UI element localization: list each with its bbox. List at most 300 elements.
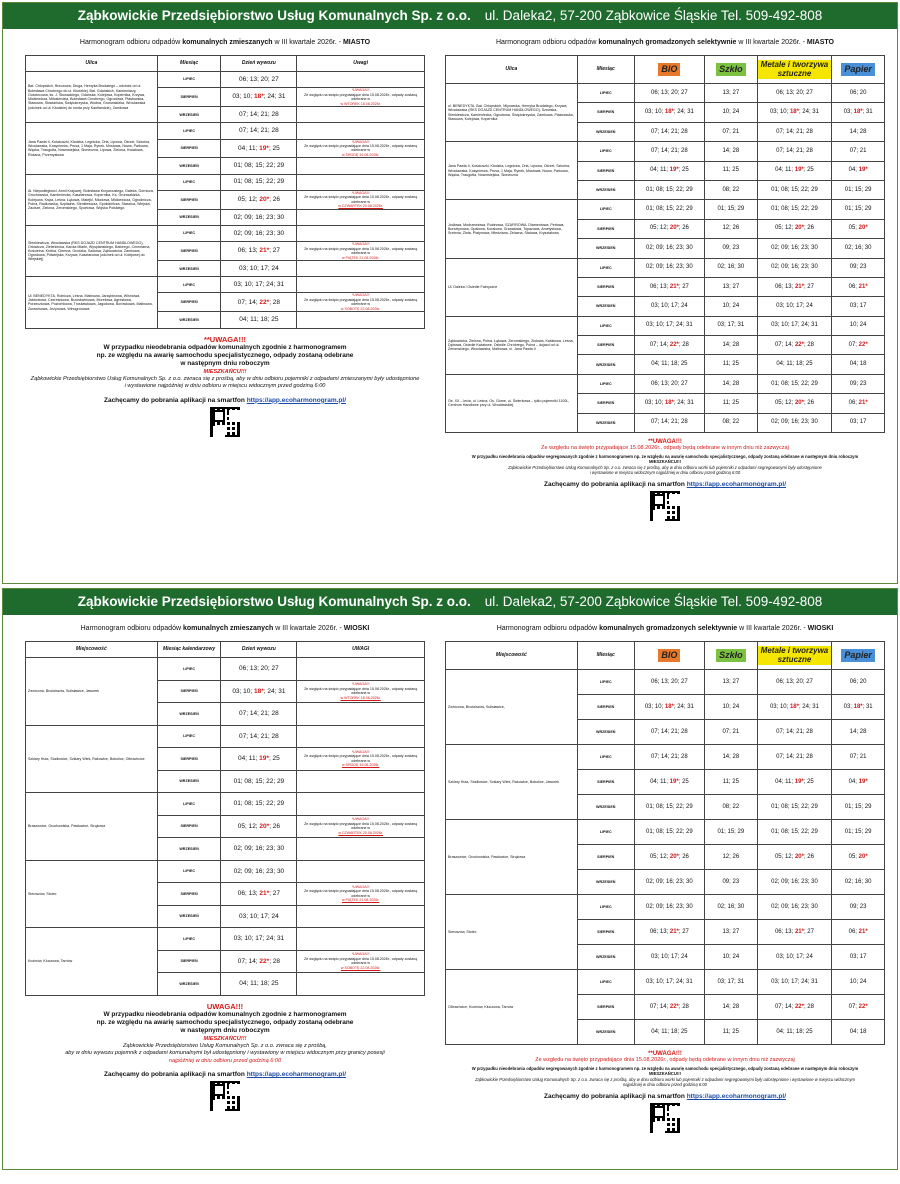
note-cell bbox=[297, 209, 425, 225]
pickup-days: 03; 10; 18*; 24; 31 bbox=[634, 103, 704, 122]
holiday-day: 18* bbox=[789, 109, 799, 116]
street-list: Jodłowa, Modrzewiowa, Rubinowa, SZAFIROWA, Diamentowa, Perłowa, Bursztynowa, Opalowa, Koralowa, Granatowa, Topazowa, Ametystowa, Srebrna, Złota, Platynowa, Miedziana, Żelazna, Stalowa, Kryształowa bbox=[446, 200, 578, 258]
schedule-table bbox=[25, 55, 425, 329]
sheet-selective-villages bbox=[445, 617, 885, 1133]
column-header bbox=[446, 642, 578, 670]
pickup-days: 05; 20* bbox=[832, 845, 885, 870]
street-list: Braszowice, Grochowiska, Pawłowice, Strąkowa bbox=[446, 820, 578, 895]
pickup-days: 01; 08; 15; 22; 29 bbox=[221, 174, 297, 190]
pickup-days: 09; 23 bbox=[704, 870, 757, 895]
pickup-days: 03; 10; 18*; 24; 31 bbox=[221, 88, 297, 107]
pickup-days: 14; 28 bbox=[832, 720, 885, 745]
table-row bbox=[26, 725, 425, 748]
table-row bbox=[26, 793, 425, 816]
holiday-day: 22* bbox=[794, 341, 804, 348]
pickup-days: 02; 16; 30 bbox=[832, 870, 885, 895]
pickup-days: 07; 14; 21; 28 bbox=[221, 123, 297, 139]
title-area: WIOSKI bbox=[807, 625, 834, 632]
month-label: LIPIEC bbox=[577, 84, 634, 103]
month-label: LIPIEC bbox=[577, 258, 634, 277]
pickup-days: 05; 20* bbox=[832, 219, 885, 238]
footer-line: najpóźniej w dniu odbioru przed godziną 6:00 bbox=[168, 1057, 282, 1064]
pickup-days: 03; 10; 18*; 24; 31 bbox=[634, 394, 704, 413]
note-cell bbox=[297, 748, 425, 771]
pickup-days: 06; 21* bbox=[832, 920, 885, 945]
table-header-row bbox=[446, 642, 885, 670]
pickup-days: 01; 08; 15; 22; 29 bbox=[757, 200, 832, 219]
holiday-day: 21* bbox=[669, 928, 679, 935]
street-list: Sienkiewicza, Wrocławska (RKS DOJAZD CENTRUM HANDLOWEGO), Orłowicza, Zieleniecka, Karola Miarki, Wyspiańskiego, Batorego, Cmentarna, Kościelna, Krótka, Ciemna, Grodzka, Sadowa, Ząbkowicka, Zamkowa, Ogrodowa, Półwiejska, Krzywa, Kasztanowa (odcinek od ul. Kolejowej do Wiejskiej) bbox=[26, 225, 158, 276]
title-bold: komunalnych gromadzonych selektywnie bbox=[598, 39, 737, 46]
title-bold: komunalnych zmieszanych bbox=[182, 39, 273, 46]
table-row bbox=[446, 142, 885, 161]
pickup-days: 11; 25 bbox=[704, 770, 757, 795]
pickup-days: 07; 21 bbox=[704, 720, 757, 745]
pickup-days: 12; 26 bbox=[704, 219, 757, 238]
table-header-row bbox=[26, 642, 425, 658]
app-promo-text: Zachęcamy do pobrania aplikacji na smartfon bbox=[103, 396, 245, 404]
holiday-day: 19* bbox=[794, 167, 804, 174]
pickup-days: 13; 27 bbox=[704, 670, 757, 695]
pickup-days: 10; 24 bbox=[832, 970, 885, 995]
month-label: WRZESIEŃ bbox=[157, 107, 221, 123]
column-header: Uwagi bbox=[297, 56, 425, 72]
month-label: WRZESIEŃ bbox=[157, 703, 221, 726]
qr-code-icon bbox=[210, 407, 240, 437]
note-cell bbox=[297, 928, 425, 951]
holiday-day: 20* bbox=[794, 400, 804, 406]
schedule-footer bbox=[445, 439, 885, 521]
month-label: SIERPIEŃ bbox=[577, 277, 634, 296]
fraction-label: BIO bbox=[658, 649, 680, 661]
pickup-days: 01; 08; 15; 22; 29 bbox=[634, 180, 704, 199]
table-row bbox=[26, 72, 425, 88]
holiday-day: 18* bbox=[853, 703, 863, 710]
fraction-label: Papier bbox=[841, 649, 875, 661]
column-label: Miesiąc bbox=[596, 65, 615, 72]
street-list: Ul. Daleka i Osiedle Fabryczne bbox=[446, 258, 578, 316]
title-bold: komunalnych zmieszanych bbox=[182, 625, 274, 632]
pickup-days: 01; 08; 15; 22; 29 bbox=[634, 795, 704, 820]
month-label: SIERPIEŃ bbox=[157, 88, 221, 107]
footer-line: np. ze względu na awarię samochodu specjalistycznego, odpady zostaną odebrane bbox=[96, 352, 354, 359]
note-cell bbox=[297, 261, 425, 277]
title-pre: Harmonogram odbioru odpadów bbox=[496, 625, 598, 632]
month-label: WRZESIEŃ bbox=[157, 209, 221, 225]
pickup-days: 04; 19* bbox=[832, 770, 885, 795]
pickup-days: 05; 12; 20*; 26 bbox=[757, 219, 832, 238]
street-list: Ul. BENEDYKTA, Rolnicza, Leśna, Malinowa, Jarzębinowa, Wiśniowa, Jabłoniowa, Czereśniowa, Brzoskwiniowa, Morelowa, Agrestowa, Porzeczkowa, Poziomkowa, Truskawkowa, Jagodowa, Borówkowa, Malinowa, Żurawinowa, Jeżynowa, Winogronowa bbox=[26, 277, 158, 328]
pickup-days: 06; 13; 20; 27 bbox=[634, 84, 704, 103]
pickup-days: 13; 27 bbox=[704, 84, 757, 103]
pickup-days: 04; 18 bbox=[832, 1020, 885, 1045]
pickup-days: 03; 10; 17; 24 bbox=[221, 261, 297, 277]
app-promo-text: Zachęcamy do pobrania aplikacji na smartfon bbox=[543, 1093, 685, 1100]
holiday-day: 18* bbox=[664, 703, 674, 710]
footer-warning: **UWAGA!!! bbox=[648, 439, 682, 446]
holiday-day: 22* bbox=[669, 1003, 679, 1010]
pickup-days: 01; 08; 15; 22; 29 bbox=[757, 180, 832, 199]
pickup-days: 09; 23 bbox=[832, 258, 885, 277]
note-day: w ŚRODĘ 19.08.2026r. bbox=[341, 152, 380, 157]
schedule-table bbox=[25, 641, 425, 996]
month-label: WRZESIEŃ bbox=[577, 122, 634, 141]
street-list: Olbrachcice, Kozinów, Kluczowa, Tarnów bbox=[446, 970, 578, 1045]
note-title: *UWAGA!!! bbox=[351, 293, 370, 298]
note-cell bbox=[297, 139, 425, 158]
street-list: Kozinów, Kluczowa, Tarnów bbox=[26, 928, 158, 996]
table-row bbox=[446, 895, 885, 920]
pickup-days: 06; 21* bbox=[832, 277, 885, 296]
pickup-days: 13; 27 bbox=[704, 920, 757, 945]
sheet-mixed-city bbox=[25, 31, 425, 437]
month-label: SIERPIEŃ bbox=[577, 336, 634, 355]
pickup-days: 09; 23 bbox=[832, 895, 885, 920]
column-header: Miesiąc kalendarzowy bbox=[157, 642, 221, 658]
month-label: SIERPIEŃ bbox=[157, 950, 221, 973]
pickup-days: 10; 24 bbox=[704, 297, 757, 316]
pickup-days: 02; 09; 16; 23; 30 bbox=[634, 258, 704, 277]
holiday-day: 20* bbox=[259, 196, 270, 204]
street-list: Os. XX – lecia, ul. Leśna, Os. Górne, ul. Świerkowa – tylko pojemniki 1100L, Centrum Handlowe przy ul. Wrocławskiej bbox=[446, 374, 578, 432]
note-cell bbox=[297, 242, 425, 261]
table-row bbox=[26, 277, 425, 293]
holiday-day: 18* bbox=[664, 109, 674, 116]
holiday-day: 21* bbox=[794, 928, 804, 935]
pickup-days: 14; 28 bbox=[704, 142, 757, 161]
pickup-days: 07; 14; 21; 28 bbox=[221, 107, 297, 123]
month-label: SIERPIEŃ bbox=[577, 920, 634, 945]
note-title: *UWAGA!!! bbox=[351, 682, 370, 687]
title-area: MIASTO bbox=[342, 39, 371, 46]
pickup-days: 06; 13; 21*; 27 bbox=[221, 242, 297, 261]
sheet-mixed-villages bbox=[25, 617, 425, 1111]
pickup-days: 06; 13; 21*; 27 bbox=[634, 920, 704, 945]
month-label: LIPIEC bbox=[157, 793, 221, 816]
month-label: LIPIEC bbox=[157, 658, 221, 681]
note-title: *UWAGA!!! bbox=[351, 88, 370, 93]
pickup-days: 06; 13; 21*; 27 bbox=[221, 883, 297, 906]
month-label: LIPIEC bbox=[577, 820, 634, 845]
street-list: ul. BENEDYKTA, Bat. Chłopskich, Młynarska, Henryka Brodatego, Krzywa, Wrocławska (RKS DOJAZD CENTRUM HANDLOWEGO), Szewska, Sienkiewicza, Kamieniecka, Ogrodowa, Świętokrzyska, Zamkowa, Piastowska, Stawowa, Kolejowa, Kopernika bbox=[446, 84, 578, 142]
month-label: LIPIEC bbox=[577, 200, 634, 219]
column-header bbox=[577, 642, 634, 670]
month-label: LIPIEC bbox=[577, 374, 634, 393]
month-label: LIPIEC bbox=[577, 316, 634, 335]
pickup-days: 11; 25 bbox=[704, 394, 757, 413]
footer-residents: MIESZKAŃCU!!! bbox=[648, 1071, 682, 1077]
month-label: SIERPIEŃ bbox=[157, 680, 221, 703]
pickup-days: 01; 08; 15; 22; 29 bbox=[221, 793, 297, 816]
footer-warning: **UWAGA!!! bbox=[648, 1051, 682, 1057]
app-link[interactable]: https://app.ecoharmonogram.pl/ bbox=[686, 481, 786, 489]
pickup-days: 06; 13; 20; 27 bbox=[757, 84, 832, 103]
note-title: *UWAGA!!! bbox=[351, 139, 370, 144]
pickup-days: 06; 13; 21*; 27 bbox=[757, 277, 832, 296]
month-label: LIPIEC bbox=[577, 670, 634, 695]
month-label: LIPIEC bbox=[157, 225, 221, 241]
note-body: Ze względu na święto przypadające dnia 15.08.2026r., odpady zostaną odebrane w bbox=[304, 195, 418, 204]
note-cell bbox=[297, 770, 425, 793]
note-body: Ze względu na święto przypadające dnia 15.08.2026r., odpady zostaną odebrane w bbox=[304, 92, 418, 102]
month-label: LIPIEC bbox=[157, 123, 221, 139]
pickup-days: 07; 22* bbox=[832, 995, 885, 1020]
pickup-days: 07; 21 bbox=[704, 122, 757, 141]
pickup-days: 07; 14; 22*; 28 bbox=[634, 336, 704, 355]
pickup-days: 07; 14; 22*; 28 bbox=[221, 293, 297, 312]
month-label: WRZESIEŃ bbox=[577, 1020, 634, 1045]
holiday-day: 22* bbox=[669, 341, 679, 348]
pickup-days: 11; 25 bbox=[704, 1020, 757, 1045]
month-label: SIERPIEŃ bbox=[157, 139, 221, 158]
pickup-days: 04; 11; 19*; 25 bbox=[757, 161, 832, 180]
sheet-selective-city bbox=[445, 31, 885, 521]
table-row bbox=[26, 860, 425, 883]
month-label: LIPIEC bbox=[577, 970, 634, 995]
footer-line: W przypadku nieodebrania odpadów komunalnych zgodnie z harmonogramem bbox=[103, 1010, 347, 1018]
holiday-day: 19* bbox=[858, 778, 868, 785]
footer-line: i wystawione najpóźniej w dniu odbioru w miejscu widocznym przed godziną 6:00 bbox=[124, 383, 326, 390]
month-label: WRZESIEŃ bbox=[157, 905, 221, 928]
holiday-day: 18* bbox=[254, 93, 264, 101]
note-cell bbox=[297, 158, 425, 174]
month-label: LIPIEC bbox=[157, 277, 221, 293]
holiday-day: 19* bbox=[794, 778, 804, 785]
column-header bbox=[446, 56, 578, 84]
column-header: Dzień wywozu bbox=[221, 642, 297, 658]
footer-line: Ząbkowickie Przedsiębiorstwo Usług Komunalnych Sp. z o.o. zwraca się z prośbą, aby w dniu odbioru worki lub pojemniki z odpadami segregowanymi były udostępnione bbox=[508, 464, 822, 470]
pickup-days: 02; 09; 16; 23; 30 bbox=[634, 895, 704, 920]
fraction-label: Szkło bbox=[716, 649, 746, 661]
pickup-days: 02; 09; 16; 23; 30 bbox=[634, 870, 704, 895]
pickup-days: 03; 10; 17; 24; 31 bbox=[221, 928, 297, 951]
column-header bbox=[757, 642, 832, 670]
schedule-title bbox=[25, 617, 425, 641]
note-day: w CZWARTEK 20.08.2026r. bbox=[338, 830, 383, 835]
pickup-days: 07; 14; 21; 28 bbox=[634, 122, 704, 141]
pickup-days: 01; 08; 15; 22; 29 bbox=[634, 200, 704, 219]
pickup-days: 04; 11; 19*; 25 bbox=[221, 139, 297, 158]
pickup-days: 06; 20 bbox=[832, 84, 885, 103]
column-label: Miejscowość bbox=[495, 651, 527, 658]
month-label: WRZESIEŃ bbox=[577, 870, 634, 895]
pickup-days: 02; 09; 16; 23; 30 bbox=[757, 870, 832, 895]
street-list: Jana Pawła II, Kościuszki, Kłodzka, Legnicka, Orla, Lipowa, Okrzei, Szkolna, Wrocławska, Kosynierów, Prusa, 1 Maja, Rynek, Mostowa, Nowa, Parkowa, Wąska, Traugutta, Nowowiejska, Słoneczna bbox=[446, 142, 578, 200]
title-post: w III kwartale 2026r. - bbox=[738, 39, 805, 46]
schedule-footer bbox=[25, 335, 425, 437]
footer-line: Ząbkowickie Przedsiębiorstwo Usług Komunalnych Sp. z o.o. zwraca się z prośbą, aby w dniu odbioru pojemniki z odpadami zmieszanymi były udostępnione bbox=[30, 376, 420, 383]
holiday-day: 19* bbox=[669, 778, 679, 785]
month-label: WRZESIEŃ bbox=[157, 838, 221, 861]
note-day: w PIĄTEK 21.08.2026r. bbox=[341, 898, 380, 903]
month-label: SIERPIEŃ bbox=[157, 748, 221, 771]
column-header bbox=[832, 642, 885, 670]
app-link[interactable]: https://app.ecoharmonogram.pl/ bbox=[686, 1093, 786, 1100]
fraction-label: Szkło bbox=[716, 63, 746, 75]
title-pre: Harmonogram odbioru odpadów bbox=[496, 39, 597, 46]
pickup-days: 02; 09; 16; 23; 30 bbox=[221, 225, 297, 241]
pickup-days: 04; 11; 19*; 25 bbox=[221, 748, 297, 771]
month-label: LIPIEC bbox=[157, 725, 221, 748]
month-label: WRZESIEŃ bbox=[577, 355, 634, 374]
note-cell bbox=[297, 950, 425, 973]
pickup-days: 03; 18*; 31 bbox=[832, 103, 885, 122]
month-label: LIPIEC bbox=[577, 745, 634, 770]
pickup-days: 06; 13; 21*; 27 bbox=[757, 920, 832, 945]
pickup-days: 01; 08; 15; 22; 29 bbox=[757, 795, 832, 820]
app-link[interactable]: https://app.ecoharmonogram.pl/ bbox=[246, 396, 346, 404]
table-row bbox=[446, 200, 885, 219]
note-cell bbox=[297, 793, 425, 816]
company-name: Ząbkowickie Przedsiębiorstwo Usług Komunalnych Sp. z o.o. bbox=[77, 8, 471, 23]
pickup-days: 03; 17 bbox=[832, 413, 885, 432]
table-row bbox=[446, 820, 885, 845]
column-header: Miesiąc bbox=[157, 56, 221, 72]
pickup-days: 09; 23 bbox=[704, 239, 757, 258]
pickup-days: 03; 18*; 31 bbox=[832, 695, 885, 720]
fraction-label: Metale i tworzywa sztuczne bbox=[758, 60, 832, 79]
street-list: Sieroszów, Stolec bbox=[446, 895, 578, 970]
note-cell bbox=[297, 174, 425, 190]
pickup-days: 07; 14; 22*; 28 bbox=[757, 995, 832, 1020]
pickup-days: 10; 24 bbox=[704, 103, 757, 122]
holiday-day: 21* bbox=[259, 890, 270, 898]
note-day: w WTOREK 18.08.2026r. bbox=[340, 101, 381, 106]
table-row bbox=[446, 670, 885, 695]
table-row bbox=[446, 970, 885, 995]
note-title: *UWAGA!!! bbox=[351, 749, 370, 754]
street-list: Al. Niepodległości, Armii Krajowej, Bolesława Krzywoustego, Daleka, Górnicza, Grochowska, Kamieniecka, Kasztanowa, Kopernika, Ks. Grunwaldzka, Kolejowa, Kręta, Leśna, Łąkowa, Matejki, Miodowa, Mickiewicza, Ogrodnicza, Polna, Radkowska, Szpitalna, Sienkiewicza, Spółdzielcza, Staszica, Wiejska, Zacisze, Zielona, Żeromskiego, Sportowa, Wojska Polskiego bbox=[26, 174, 158, 225]
footer-line: W przypadku nieodebrania odpadów segregowanych zgodnie z harmonogramem np. ze względu na awarię samochodu specjalistycznego, odpady zostaną odebrane w następnym dniu roboczym bbox=[471, 1066, 859, 1071]
holiday-day: 20* bbox=[669, 225, 679, 232]
pickup-days: 01; 15; 29 bbox=[704, 200, 757, 219]
month-label: WRZESIEŃ bbox=[157, 261, 221, 277]
holiday-day: 20* bbox=[858, 853, 868, 860]
schedule-table bbox=[445, 641, 885, 1045]
month-label: SIERPIEŃ bbox=[157, 190, 221, 209]
pickup-days: 08; 22 bbox=[704, 180, 757, 199]
note-cell bbox=[297, 883, 425, 906]
pickup-days: 01; 08; 15; 22; 29 bbox=[634, 820, 704, 845]
holiday-day: 21* bbox=[669, 283, 679, 290]
pickup-days: 04; 11; 18; 25 bbox=[221, 312, 297, 328]
note-cell bbox=[297, 72, 425, 88]
footer-line: aby w dniu wywozu pojemnik z odpadami komunalnymi był udostępniony i wystawiony w miejscu widocznym przy granicy posesji bbox=[65, 1050, 385, 1057]
pickup-days: 02; 09; 16; 23; 30 bbox=[221, 860, 297, 883]
pickup-days: 03; 17; 31 bbox=[704, 316, 757, 335]
holiday-day: 22* bbox=[858, 341, 868, 348]
pickup-days: 03; 17 bbox=[832, 297, 885, 316]
pickup-days: 04; 11; 18; 25 bbox=[221, 973, 297, 996]
app-promo bbox=[445, 481, 885, 488]
note-cell bbox=[297, 107, 425, 123]
column-header bbox=[832, 56, 885, 84]
pickup-days: 05; 12; 20*; 26 bbox=[221, 815, 297, 838]
holiday-day: 21* bbox=[259, 247, 270, 255]
holiday-day: 22* bbox=[259, 298, 270, 306]
pickup-days: 07; 14; 22*; 28 bbox=[221, 950, 297, 973]
company-header bbox=[3, 589, 897, 615]
footer-line: W przypadku nieodebrania odpadów komunalnych zgodnie z harmonogramem bbox=[103, 343, 347, 351]
month-label: WRZESIEŃ bbox=[157, 312, 221, 328]
note-title: *UWAGA!!! bbox=[351, 817, 370, 822]
fraction-label: Metale i tworzywa sztuczne bbox=[758, 646, 832, 665]
footer-line: Ząbkowickie Przedsiębiorstwo Usług Komunalnych Sp. z o.o. zwraca się z prośbą, bbox=[123, 1043, 327, 1050]
title-post: w III kwartale 2026r. - bbox=[275, 625, 342, 632]
app-promo-text: Zachęcamy do pobrania aplikacji na smartfon bbox=[103, 1070, 245, 1078]
company-header bbox=[3, 3, 897, 29]
note-title: *UWAGA!!! bbox=[351, 242, 370, 247]
month-label: SIERPIEŃ bbox=[157, 883, 221, 906]
pickup-days: 03; 10; 17; 24 bbox=[221, 905, 297, 928]
holiday-day: 19* bbox=[259, 755, 269, 763]
company-name: Ząbkowickie Przedsiębiorstwo Usług Komunalnych Sp. z o.o. bbox=[77, 594, 471, 609]
pickup-days: 04; 11; 18; 25 bbox=[634, 1020, 704, 1045]
pickup-days: 03; 10; 17; 24; 31 bbox=[221, 277, 297, 293]
pickup-days: 04; 11; 19*; 25 bbox=[634, 770, 704, 795]
street-list: Ząbkowicka, Zielona, Polna, Łąkowa, Żeromskiego, Ziołowa, Kwiatowa, Leśna, Dębowa, Osiedle Kwiatowe, Osiedle Chrobrego, Polna – dojazd od ul. Żeromskiego, Wrocławska, Malinowa, ul. Jana Pawła II bbox=[446, 316, 578, 374]
note-day: w PIĄTEK 21.08.2026r. bbox=[341, 255, 380, 260]
month-label: LIPIEC bbox=[157, 174, 221, 190]
pickup-days: 07; 22* bbox=[832, 336, 885, 355]
company-address: ul. Daleka2, 57-200 Ząbkowice Śląskie Tel. 509-492-808 bbox=[484, 8, 823, 23]
pickup-days: 12; 26 bbox=[704, 845, 757, 870]
note-cell bbox=[297, 680, 425, 703]
month-label: WRZESIEŃ bbox=[157, 973, 221, 996]
note-cell bbox=[297, 725, 425, 748]
pickup-days: 06; 13; 20; 27 bbox=[634, 670, 704, 695]
pickup-days: 14; 28 bbox=[704, 336, 757, 355]
schedule-title bbox=[25, 31, 425, 55]
holiday-day: 18* bbox=[254, 687, 264, 695]
pickup-days: 02; 16; 30 bbox=[704, 258, 757, 277]
table-row bbox=[446, 316, 885, 335]
pickup-days: 01; 15; 29 bbox=[832, 200, 885, 219]
pickup-days: 08; 22 bbox=[704, 795, 757, 820]
pickup-days: 07; 14; 21; 28 bbox=[634, 720, 704, 745]
qr-code-icon bbox=[650, 491, 680, 521]
fraction-label: BIO bbox=[658, 63, 680, 75]
schedule-footer bbox=[25, 1002, 425, 1111]
pickup-days: 10; 24 bbox=[832, 316, 885, 335]
pickup-days: 07; 21 bbox=[832, 142, 885, 161]
month-label: LIPIEC bbox=[577, 895, 634, 920]
month-label: SIERPIEŃ bbox=[157, 815, 221, 838]
app-link[interactable]: https://app.ecoharmonogram.pl/ bbox=[246, 1070, 346, 1078]
pickup-days: 02; 16; 30 bbox=[832, 239, 885, 258]
note-body: Ze względu na święto przypadające dnia 15.08.2026r., odpady zostaną odebrane w bbox=[304, 956, 418, 966]
holiday-day: 20* bbox=[259, 822, 270, 830]
month-label: LIPIEC bbox=[157, 860, 221, 883]
note-cell bbox=[297, 815, 425, 838]
table-row bbox=[26, 225, 425, 241]
pickup-days: 07; 14; 21; 28 bbox=[221, 725, 297, 748]
pickup-days: 03; 10; 18*; 24; 31 bbox=[757, 103, 832, 122]
column-header bbox=[577, 56, 634, 84]
pickup-days: 04; 11; 18; 25 bbox=[757, 1020, 832, 1045]
pickup-days: 03; 10; 17; 24 bbox=[757, 297, 832, 316]
note-day: w WTOREK 18.08.2026r. bbox=[340, 695, 381, 700]
company-address: ul. Daleka2, 57-200 Ząbkowice Śląskie Tel. 509-492-808 bbox=[484, 594, 823, 609]
holiday-day: 20* bbox=[794, 853, 804, 860]
pickup-days: 01; 08; 15; 22; 29 bbox=[221, 770, 297, 793]
app-promo bbox=[25, 397, 425, 404]
holiday-day: 20* bbox=[669, 853, 679, 860]
month-label: WRZESIEŃ bbox=[577, 945, 634, 970]
pickup-days: 03; 17; 31 bbox=[704, 970, 757, 995]
pickup-days: 07; 14; 22*; 28 bbox=[757, 336, 832, 355]
pickup-days: 03; 10; 17; 24; 31 bbox=[757, 970, 832, 995]
